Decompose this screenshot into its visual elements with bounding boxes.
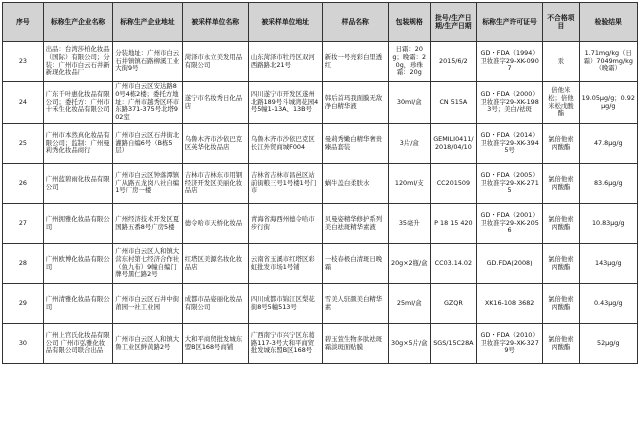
cell-manufacturer-address: 广州市白云区人和镇大鲁工业区鲜黄路2号	[113, 324, 182, 364]
cell-sampled-unit-address: 四川遂宁市开发区遂州北路189号斗城湾花园4号5幢1-13A、13B号	[248, 82, 322, 124]
cell-result: 47.8μg/g	[579, 124, 637, 164]
cell-sampled-unit-name: 乌鲁木齐市沙依巴克区英华化妆品店	[182, 124, 248, 164]
header-cell-package-spec: 包装规格	[388, 3, 430, 42]
cell-package-spec: 30ml/盒	[388, 82, 430, 124]
cell-sample-name: 新妆一号亮彩白里透红	[322, 42, 388, 82]
cell-manufacturer-address: 广州市白云区钟落潭镇广从路五龙岗八社自编1号厂房一楼	[113, 164, 182, 204]
table-row	[3, 204, 638, 244]
cell-batch: CC03.14.02	[430, 244, 476, 284]
cell-package-spec: 30g×5片/盒	[388, 324, 430, 364]
header-cell-sampled-unit-address: 被采样单位地址	[248, 3, 322, 42]
cell-sampled-unit-address: 山东菏泽市牡丹区双河西路路北21号	[248, 42, 322, 82]
cell-batch: P 18 15 420	[430, 204, 476, 244]
cell-index: 25	[3, 124, 44, 164]
header-cell-sample-name: 样品名称	[322, 3, 388, 42]
cell-manufacturer-address: 广州经济技术开发区夏国路五番8号广房5楼	[113, 204, 182, 244]
cell-license: GD・FDA（2001）卫妆准字29-XK-2056	[477, 204, 543, 244]
cell-batch: GEMILI0411/2018/04/10	[430, 124, 476, 164]
cell-result: 143μg/g	[579, 244, 637, 284]
cell-sampled-unit-address: 吉林省吉林市昌邑区站前街粮三号1号楼1号门市	[248, 164, 322, 204]
cell-license: GD・FDA（2000）卫妆准字29-XK-1983号；美白/祛斑	[477, 82, 543, 124]
cell-index: 29	[3, 284, 44, 324]
cell-sampled-unit-name: 德令哈市天桥化妆品	[182, 204, 248, 244]
cell-sample-name: 碧玉萱生物多肽祛斑霜淡斑面贴膜	[322, 324, 388, 364]
cell-sampled-unit-address: 云南省玉溪市红塔区彩虹批发市场1号铺	[248, 244, 322, 284]
cell-index: 23	[3, 42, 44, 82]
cell-manufacturer-address: 广州市白云区安达路80号4栋2楼；委托方地址：广州市越秀区环市东路371-375号北塔902室	[113, 82, 182, 124]
cell-batch: GZQR	[430, 284, 476, 324]
cell-sample-name: 一枝春极白清斑日晚霜	[322, 244, 388, 284]
cell-license: GD・FDA（2010）卫妆准字29-XK-3279号	[477, 324, 543, 364]
cell-failed-item: 倍他米松；倍他米松戊酸酯	[543, 82, 579, 124]
table-row	[3, 82, 638, 124]
cell-failed-item: 氯倍他索丙酸酯	[543, 324, 579, 364]
cell-package-spec: 35毫升	[388, 204, 430, 244]
cell-index: 28	[3, 244, 44, 284]
cell-manufacturer-name: 广州上官氏化妆品有限公司 广州市弘雅化妆品有限公司联合出品	[43, 324, 112, 364]
header-row	[3, 3, 638, 42]
cell-manufacturer-name: 广州拥雅化妆品有限公司	[43, 204, 112, 244]
cell-package-spec: 日霜：20g；晚霜：20g，珍珠霜：20g	[388, 42, 430, 82]
header-cell-result: 检验结果	[579, 3, 637, 42]
cell-manufacturer-name: 出品：台湾莎柏化妆品（国际）有限公司；分装：广州市白云石井新新现化妆品厂	[43, 42, 112, 82]
cell-failed-item: 氯倍他索丙酸酯	[543, 284, 579, 324]
cell-sampled-unit-name: 红塔区美源名妆化妆品店	[182, 244, 248, 284]
cell-package-spec: 3片/盒	[388, 124, 430, 164]
cell-license: GD・FDA（2005）卫妆准字29-XK-2715	[477, 164, 543, 204]
cell-manufacturer-name: 广州清雅化妆品有限公司	[43, 284, 112, 324]
table-row	[3, 164, 638, 204]
cell-sample-name: 韩后首玛我面膜无敌净白精华液	[322, 82, 388, 124]
cell-result: 0.43μg/g	[579, 284, 637, 324]
cell-package-spec: 25ml/盒	[388, 284, 430, 324]
cell-sample-name: 贝曼姿精华修护系列美白祛斑精华素液	[322, 204, 388, 244]
cell-failed-item: 氯倍他索丙酸酯	[543, 244, 579, 284]
header-cell-sampled-unit-name: 被采样单位名称	[182, 3, 248, 42]
cell-sampled-unit-address: 广西南宁市兴宁区东葛路117-3号大和平商贸批发城东盟B区168号	[248, 324, 322, 364]
cell-manufacturer-address: 广州市白云区石井中街莆园一社工业园	[113, 284, 182, 324]
cell-sampled-unit-name: 大和平商贸批发城东盟B区168号商铺	[182, 324, 248, 364]
header-cell-index: 序号	[3, 3, 44, 42]
table-row	[3, 42, 638, 82]
cell-sampled-unit-address: 四川成都市锦江区梨花街8号5幢513号	[248, 284, 322, 324]
table-row	[3, 324, 638, 364]
cell-sample-name: 蜗牛盖白柔肤水	[322, 164, 388, 204]
cell-result: 83.6μg/g	[579, 164, 637, 204]
cell-manufacturer-address: 分装地址：广州市白云石井镇镇石路柳溪工业大街9号	[113, 42, 182, 82]
cell-batch: CC201509	[430, 164, 476, 204]
cell-package-spec: 20g×2瓶/盒	[388, 244, 430, 284]
cell-sampled-unit-address: 乌鲁木齐市沙依巴克区长江外贸商城F004	[248, 124, 322, 164]
cell-batch: SGS/15C28A	[430, 324, 476, 364]
cell-manufacturer-name: 广州市本然真化妆品有限公司；监制：广州曼莉秀化妆品商行	[43, 124, 112, 164]
cell-failed-item: 氯倍他索丙酸酯	[543, 204, 579, 244]
cell-sampled-unit-name: 遂宁市名妆秀日化品店	[182, 82, 248, 124]
cell-failed-item: 氯倍他索丙酸酯	[543, 164, 579, 204]
cell-batch: CN 515A	[430, 82, 476, 124]
header-cell-batch: 批号/生产日期/生产日期	[430, 3, 476, 42]
cell-sampled-unit-name: 成都市品姿丽化妆品有限公司	[182, 284, 248, 324]
table-row	[3, 124, 638, 164]
cell-sampled-unit-name: 菏泽市永立美发用品有限公司	[182, 42, 248, 82]
header-cell-manufacturer-name: 标称生产企业名称	[43, 3, 112, 42]
cell-manufacturer-name: 广州蓝碧雨化妆品有限公司	[43, 164, 112, 204]
cell-manufacturer-name: 广州欧博化妆品有限公司	[43, 244, 112, 284]
cell-sampled-unit-name: 吉林市吉林东市用钢经济开发区美丽化妆品店	[182, 164, 248, 204]
cell-index: 30	[3, 324, 44, 364]
cell-license: XK16-108 3682	[477, 284, 543, 324]
cell-sample-name: 曼莉秀嫩白精华奢贵臻品套装	[322, 124, 388, 164]
table-row	[3, 244, 638, 284]
header-cell-failed-item: 不合格项目	[543, 3, 579, 42]
cell-license: GD.FDA(2008)	[477, 244, 543, 284]
cell-sample-name: 雪美人驻颜美白精华素	[322, 284, 388, 324]
cell-failed-item: 氯倍他索丙酸酯	[543, 124, 579, 164]
cell-sampled-unit-address: 青海省海西州德令哈市步行街	[248, 204, 322, 244]
cell-batch: 2015/6/2	[430, 42, 476, 82]
cell-result: 10.83μg/g	[579, 204, 637, 244]
cell-manufacturer-name: 广东千叶惠化妆品有限公司；委托方：广州市十禾生化妆品有限公司	[43, 82, 112, 124]
cell-package-spec: 120ml/支	[388, 164, 430, 204]
cell-index: 26	[3, 164, 44, 204]
cell-result: 1.71mg/kg（日霜）7049mg/kg（晚霜）	[579, 42, 637, 82]
cell-license: GD・FDA（2014）卫妆准字29-XK-3945号	[477, 124, 543, 164]
header-cell-license: 标称生产许可证号	[477, 3, 543, 42]
cell-index: 27	[3, 204, 44, 244]
header-cell-manufacturer-address: 标称生产企业地址	[113, 3, 182, 42]
cell-failed-item: 汞	[543, 42, 579, 82]
cell-manufacturer-address: 广州市白云区人和镇大营东村第七经济合作社（鱼九布）9幢自编门牌号黑仁路2号	[113, 244, 182, 284]
cell-manufacturer-address: 广州市白云区石井街北灌路自编6号（B栋5层）	[113, 124, 182, 164]
cell-index: 24	[3, 82, 44, 124]
cell-license: GD・FDA（1994）卫妆准字29-XK-0907	[477, 42, 543, 82]
table-row	[3, 284, 638, 324]
cell-result: 52μg/g	[579, 324, 637, 364]
cell-result: 19.05μg/g；0.92μg/g	[579, 82, 637, 124]
inspection-results-table	[2, 2, 638, 364]
